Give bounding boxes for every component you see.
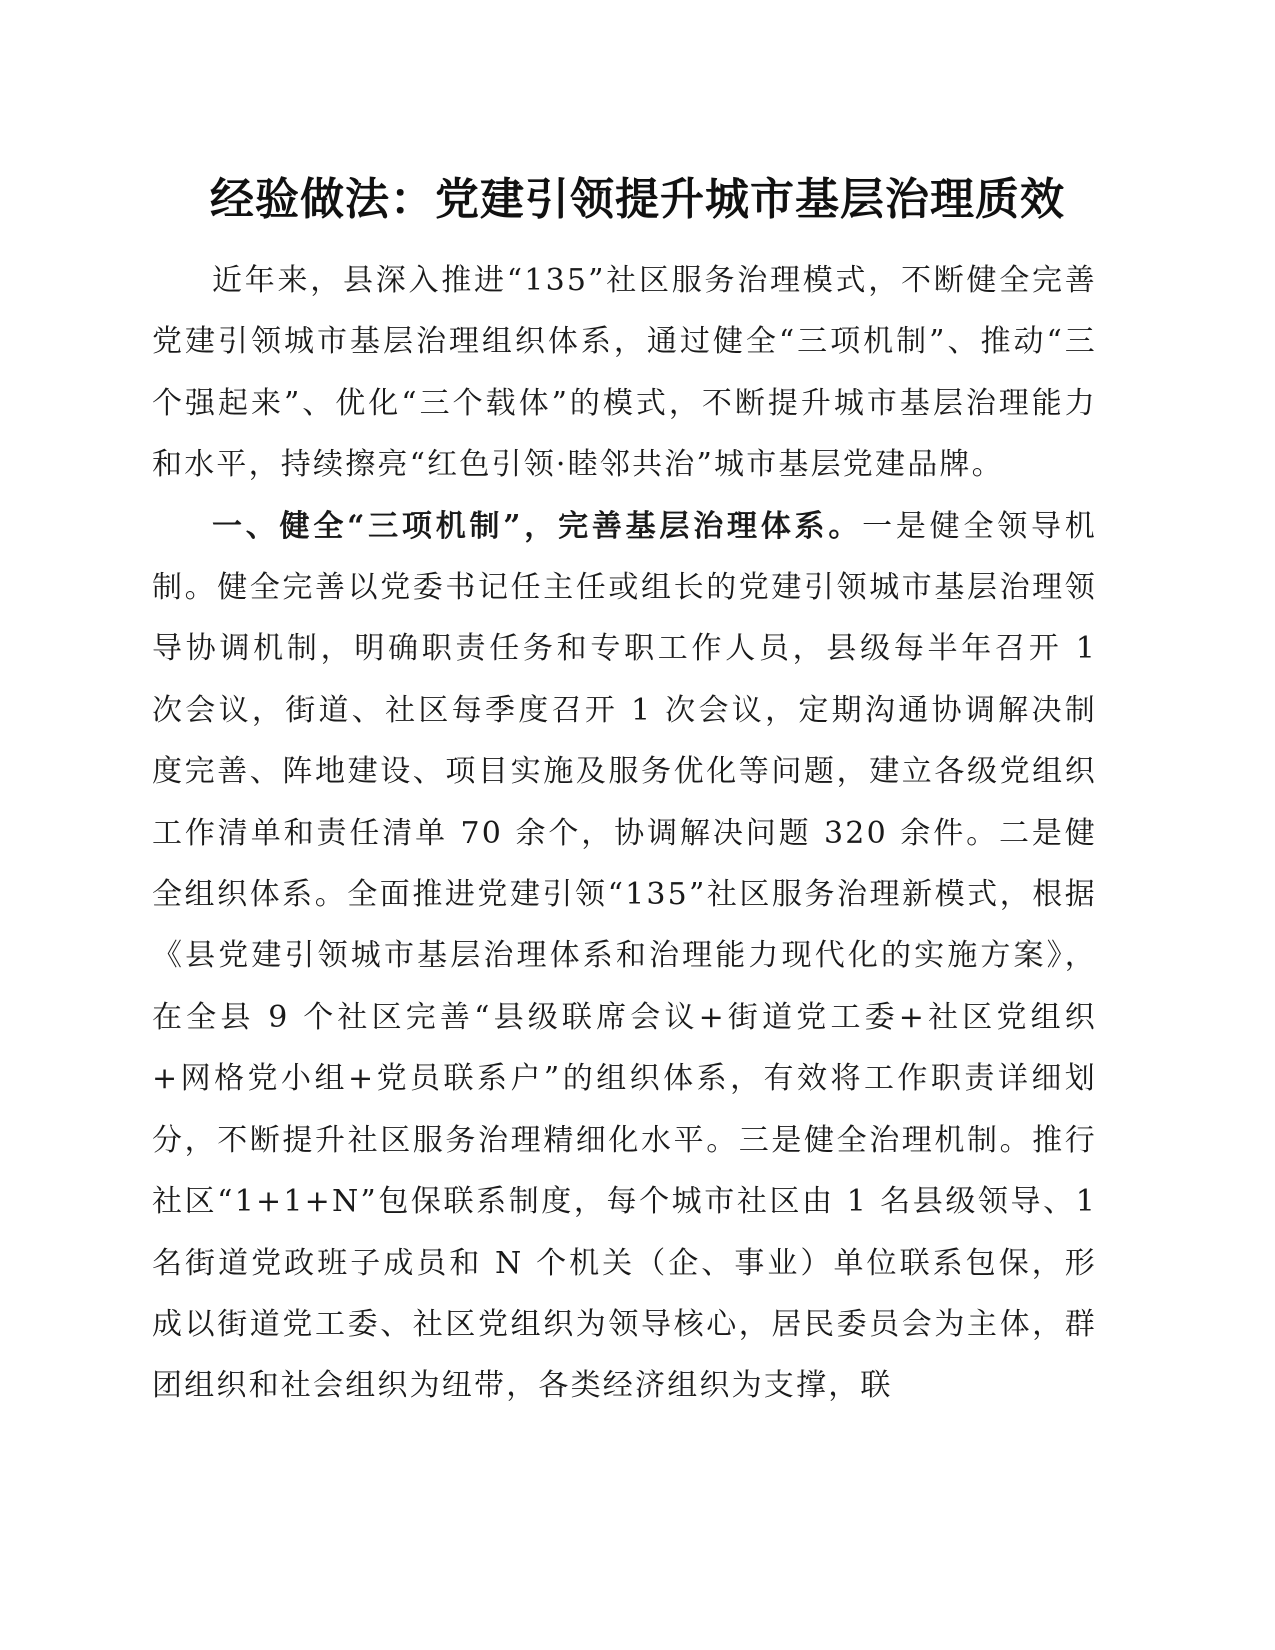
section-1-paragraph bbox=[152, 496, 1097, 1417]
document-body bbox=[152, 250, 1097, 1417]
document-title: 经验做法：党建引领提升城市基层治理质效 bbox=[210, 174, 1065, 225]
intro-paragraph: 近年来，县深入推进“135”社区服务治理模式，不断健全完善党建引领城市基层治理组织体系，通过健全“三项机制”、推动“三个强起来”、优化“三个载体”的模式，不断提升城市基层治理能力和水平，持续擦亮“红色引领·睦邻共治”城市基层党建品牌。 bbox=[152, 263, 1097, 483]
section-1-body: 一是健全领导机制。健全完善以党委书记任主任或组长的党建引领城市基层治理领导协调机制，明确职责任务和专职工作人员，县级每半年召开 1 次会议，街道、社区每季度召开 1 次会议，定期沟通协调解决制度完善、阵地建设、项目实施及服务优化等问题，建立各级党组织工作清单和责任清单 70 余个，协调解决问题 320 余件。二是健全组织体系。全面推进党建引领“135”社区服务治理新模式，根据《县党建引领城市基层治理体系和治理能力现代化的实施方案》，在全县 9 个社区完善“县级联席会议+街道党工委+社区党组织+网格党小组+党员联系户”的组织体系，有效将工作职责详细划分，不断提升社区服务治理精细化水平。三是健全治理机制。推行社区“1+1+N”包保联系制度，每个城市社区由 1 名县级领导、1 名街道党政班子成员和 N 个机关（企、事业）单位联系包保，形成以街道党工委、社区党组织为领导核心，居民委员会为主体，群团组织和社会组织为纽带，各类经济组织为支撑，联 bbox=[152, 508, 1098, 1404]
section-1-heading: 一、健全“三项机制”，完善基层治理体系。 bbox=[212, 508, 863, 544]
